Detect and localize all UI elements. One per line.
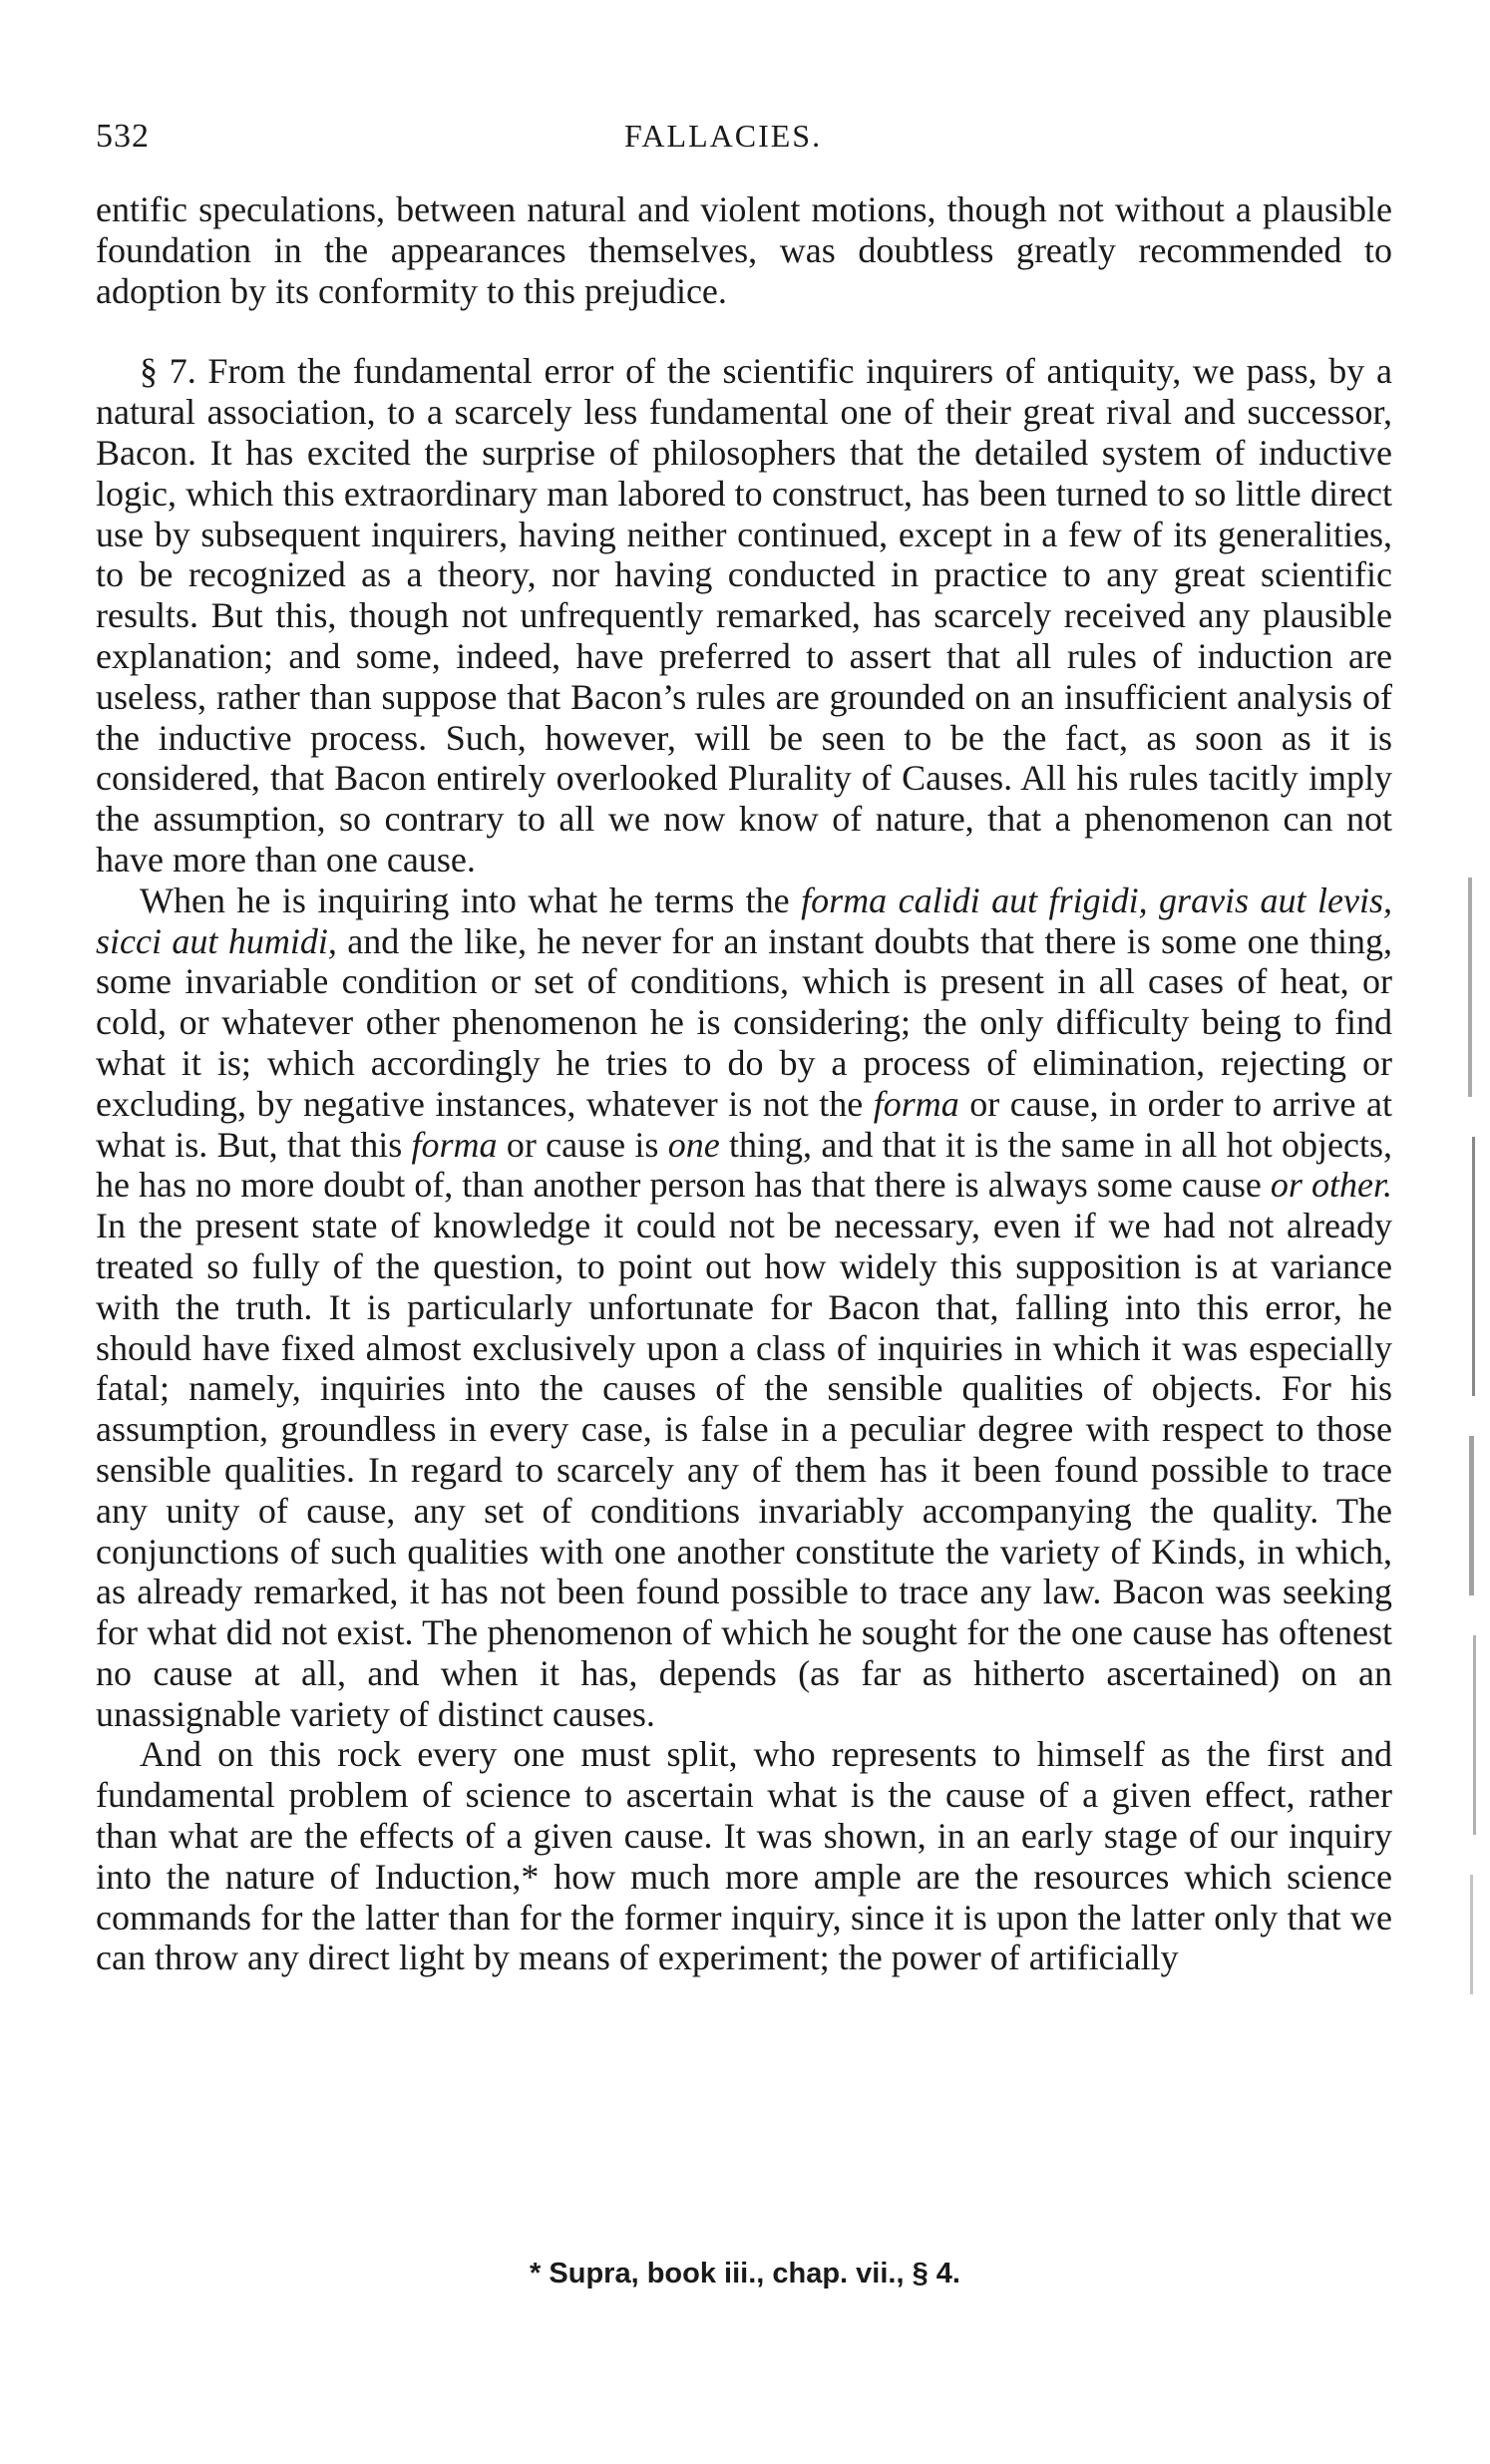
page-header bbox=[96, 118, 1392, 168]
text-run: § 7. From the fundamental error of the scientific inquirers of antiquity, we pass, by a natural association, to a scarcely less fundamental one of their great rival and successor, Bacon. It has excited the surprise of philosophers that the detailed system of inductive logic, which this extraordinary man labored to construct, has been turned to so little direct use by subsequent inquirers, having neither continued, except in a few of its generalities, to be recognized as a theory, nor having conducted in practice to any great scientific results. But this, though not unfrequently remarked, has scarcely received any plausible explanation; and some, indeed, have preferred to assert that all rules of induction are useless, rather than suppose that Bacon’s rules are grounded on an insufficient analysis of the inductive process. Such, however, will be seen to be the fact, as soon as it is considered, that Bacon entirely overlooked Plurality of Causes. All his rules tacitly imply the assumption, so contrary to all we now know of nature, that a phenomenon can not have more than one cause. bbox=[96, 351, 1392, 880]
italic-text: or other. bbox=[1270, 1165, 1392, 1206]
text-run: And on this rock every one must split, who represents to himself as the first and fundamental problem of science to ascertain what is the cause of a given effect, rather than what are the effects of a given cause. It was shown, in an early stage of our inquiry into the nature of Induction,* how much more ample are the resources which science commands for the latter than for the former inquiry, since it is upon the latter only that we can throw any direct light by means of experiment; the power of artificially bbox=[96, 1734, 1392, 1978]
text-run: or cause, in order to arrive at what is. But, that this bbox=[96, 1083, 1393, 1165]
text-run: and the like, he never for an instant doubts that there is some one thing, some invariable condition or set of conditions, which is present in all cases of heat, or cold, or whatever other phenomenon he is considering; the only difficulty being to find what it is; which accordingly he tries to do by a process of elimination, rejecting or excluding, by negative instances, whatever is not the bbox=[96, 920, 1392, 1124]
italic-text: forma calidi aut frigidi, gravis aut levis, sicci aut humidi, bbox=[96, 880, 1392, 961]
page-number: 532 bbox=[96, 118, 150, 155]
paragraph bbox=[96, 880, 1392, 1735]
paragraph bbox=[96, 189, 1392, 311]
text-run: thing, and that it is the same in all hot objects, he has no more doubt of, than another person has that there is always some cause bbox=[96, 1124, 1393, 1206]
text-run: or cause is bbox=[497, 1124, 668, 1165]
running-head: FALLACIES. bbox=[624, 118, 823, 154]
binding-edge-marks bbox=[1466, 838, 1478, 2034]
paragraph bbox=[96, 351, 1392, 880]
text-run: In the present state of knowledge it could not be necessary, even if we had not already treated so fully of the question, to point out how widely this supposition is at variance with the truth. It is particularly unfortunate for Bacon that, falling into this error, he should have fixed almost exclusively upon a class of inquiries in which it was especially fatal; namely, inquiries into the causes of the sensible qualities of objects. For his assumption, groundless in every case, is false in a peculiar degree with respect to those sensible qualities. In regard to scarcely any of them has it been found possible to trace any unity of cause, any set of conditions invariably accompanying the quality. The conjunctions of such qualities with one another constitute the variety of Kinds, in which, as already remarked, it has not been found possible to trace any law. Bacon was seeking for what did not exist. The phenomenon of which he sought for the one cause has oftenest no cause at all, and when it has, depends (as far as hitherto ascertained) on an unassignable variety of distinct causes. bbox=[96, 1206, 1392, 1734]
paragraph bbox=[96, 1734, 1392, 1978]
italic-text: forma bbox=[873, 1083, 959, 1124]
footnote: * Supra, book iii., chap. vii., § 4. bbox=[530, 2258, 960, 2289]
text-run: entific speculations, between natural and violent motions, though not without a plausible foundation in the appearances themselves, was doubtless greatly recommended to adoption by its conformity to this prejudice. bbox=[96, 189, 1392, 311]
italic-text: one bbox=[667, 1124, 720, 1165]
body-text bbox=[96, 189, 1392, 1978]
italic-text: forma bbox=[411, 1124, 498, 1165]
text-run: When he is inquiring into what he terms the bbox=[140, 880, 802, 920]
